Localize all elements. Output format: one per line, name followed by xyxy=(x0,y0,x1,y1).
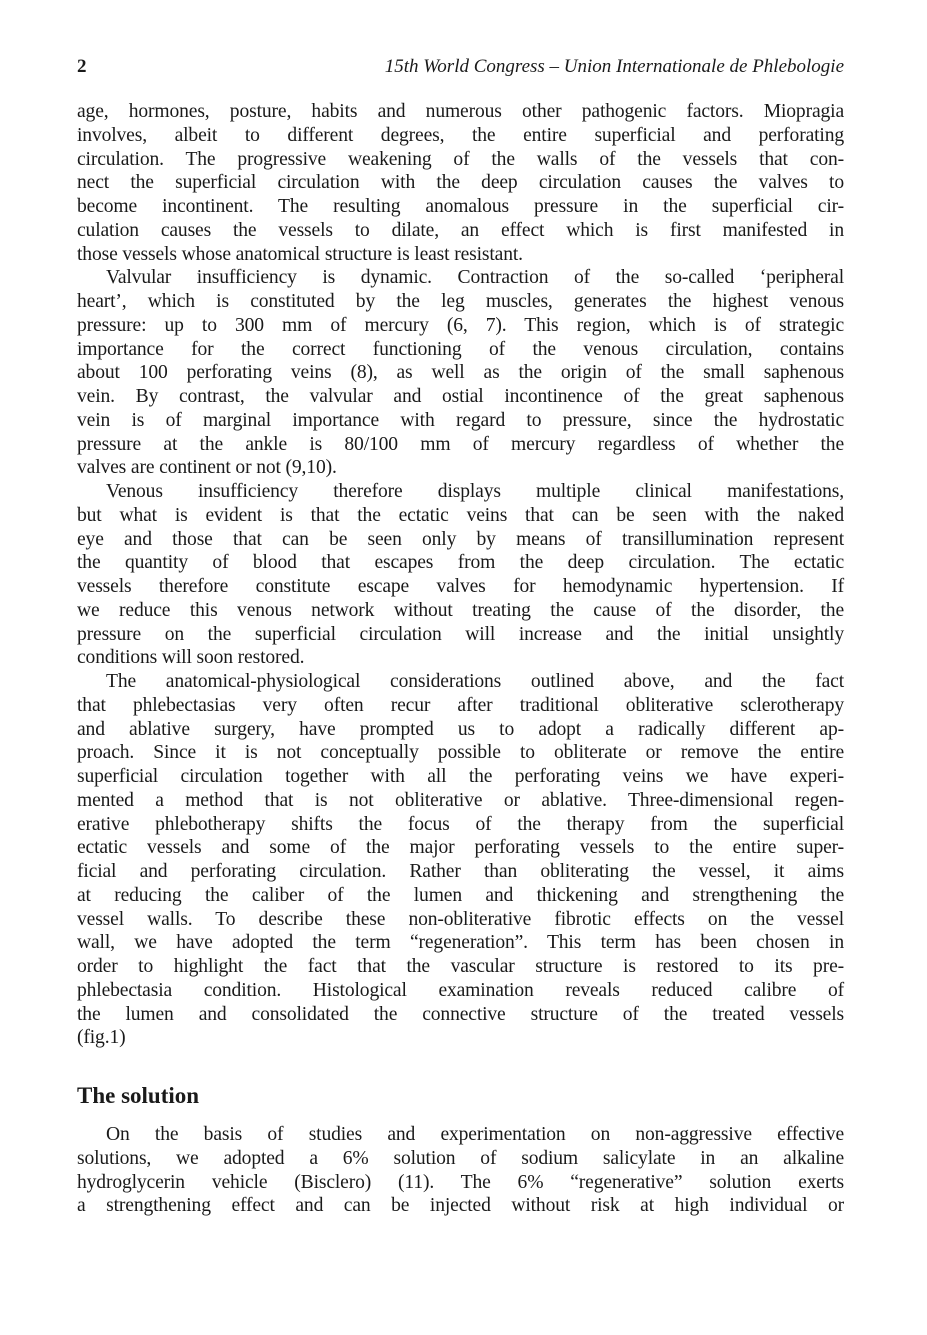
running-title: 15th World Congress – Union Internationale de Phlebologie xyxy=(384,56,844,77)
text-line: proach. Since it is not conceptually possible to obliterate or remove the entire xyxy=(77,742,844,764)
text-line: Valvular insufficiency is dynamic. Contraction of the so-called ‘peripheral xyxy=(106,267,844,289)
text-line: importance for the correct functioning of the venous circulation, contains xyxy=(77,338,844,360)
text-line: wall, we have adopted the term “regeneration”. This term has been chosen in xyxy=(77,932,844,954)
text-line: ficial and perforating circulation. Rather than obliterating the vessel, it aims xyxy=(77,861,844,882)
text-line: phlebectasia condition. Histological examination reveals reduced calibre of xyxy=(77,979,844,1001)
text-line: the lumen and consolidated the connective structure of the treated vessels xyxy=(77,1003,844,1025)
paragraph xyxy=(77,480,844,670)
text-line: involves, albeit to different degrees, the entire superficial and perforating xyxy=(77,124,844,146)
text-line: solutions, we adopted a 6% solution of sodium salicylate in an alkaline xyxy=(77,1147,844,1169)
text-line: heart’, which is constituted by the leg muscles, generates the highest venous xyxy=(77,291,844,312)
text-line: vessel walls. To describe these non-obliterative fibrotic effects on the vessel xyxy=(77,908,844,930)
text-line: culation causes the vessels to dilate, an effect which is first manifested in xyxy=(77,219,844,241)
text-line: about 100 perforating veins (8), as well as the origin of the small saphenous xyxy=(77,362,844,384)
text-line: pressure: up to 300 mm of mercury (6, 7). This region, which is of strategic xyxy=(77,314,844,336)
text-line: mented a method that is not obliterative or ablative. Three-dimensional regen- xyxy=(77,789,844,811)
page-number: 2 xyxy=(77,56,87,77)
page-header xyxy=(77,56,844,82)
text-line: and ablative surgery, have prompted us to adopt a radically different ap- xyxy=(77,718,844,740)
section-heading: The solution xyxy=(77,1083,200,1108)
text-line: superficial circulation together with all the perforating veins we have experi- xyxy=(77,766,844,787)
text-line: at reducing the caliber of the lumen and thickening and strengthening the xyxy=(77,884,844,906)
paragraph xyxy=(77,670,844,1050)
text-line: vessels therefore constitute escape valves for hemodynamic hypertension. If xyxy=(77,576,844,597)
text-line: (fig.1) xyxy=(77,1027,126,1049)
text-line: pressure at the ankle is 80/100 mm of mercury regardless of whether the xyxy=(77,433,844,455)
paragraph xyxy=(77,266,844,480)
section-body xyxy=(77,1123,844,1218)
text-line: those vessels whose anatomical structure is least resistant. xyxy=(77,243,523,265)
text-line: Venous insufficiency therefore displays multiple clinical manifestations, xyxy=(106,481,844,502)
text-line: but what is evident is that the ectatic veins that can be seen with the naked xyxy=(77,504,844,526)
text-line: circulation. The progressive weakening of the walls of the vessels that con- xyxy=(77,148,844,170)
text-line: ectatic vessels and some of the major perforating vessels to the entire super- xyxy=(77,837,844,859)
text-line: order to highlight the fact that the vascular structure is restored to its pre- xyxy=(77,956,844,977)
text-line: pressure on the superficial circulation will increase and the initial unsightly xyxy=(77,623,844,645)
text-line: we reduce this venous network without treating the cause of the disorder, the xyxy=(77,599,844,621)
text-line: nect the superficial circulation with the deep circulation causes the valves to xyxy=(77,172,844,194)
paragraph xyxy=(77,100,844,266)
text-line: that phlebectasias very often recur after traditional obliterative sclerotherapy xyxy=(77,694,844,716)
text-line: erative phlebotherapy shifts the focus of the therapy from the superficial xyxy=(77,813,844,835)
text-line: become incontinent. The resulting anomalous pressure in the superficial cir- xyxy=(77,196,844,217)
text-line: hydroglycerin vehicle (Bisclero) (11). The 6% “regenerative” solution exerts xyxy=(77,1171,844,1193)
text-line: age, hormones, posture, habits and numerous other pathogenic factors. Miopragia xyxy=(77,101,844,122)
text-line: vein. By contrast, the valvular and ostial incontinence of the great saphenous xyxy=(77,386,844,407)
body-text xyxy=(77,100,844,1050)
text-line: valves are continent or not (9,10). xyxy=(77,457,337,479)
text-line: conditions will soon restored. xyxy=(77,647,305,669)
text-line: eye and those that can be seen only by means of transillumination represent xyxy=(77,528,844,550)
text-line: a strengthening effect and can be injected without risk at high individual or xyxy=(77,1195,844,1217)
text-line: vein is of marginal importance with regard to pressure, since the hydrostatic xyxy=(77,409,844,431)
text-line: On the basis of studies and experimentation on non-aggressive effective xyxy=(106,1124,844,1145)
text-line: the quantity of blood that escapes from the deep circulation. The ectatic xyxy=(77,552,844,574)
paragraph xyxy=(77,1123,844,1218)
text-line: The anatomical-physiological considerations outlined above, and the fact xyxy=(106,671,844,692)
